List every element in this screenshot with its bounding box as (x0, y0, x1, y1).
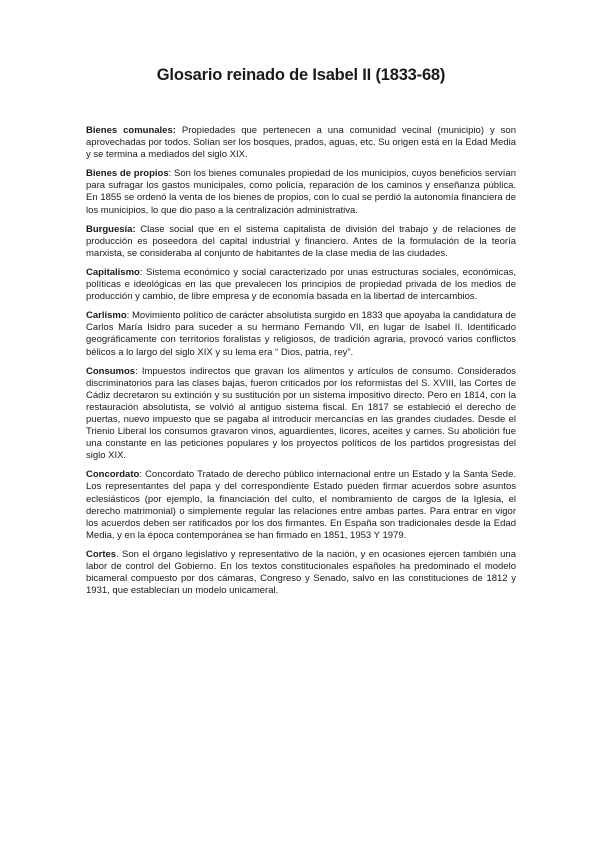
glossary-term: Consumos (86, 365, 136, 377)
glossary-entry-bienes-comunales (86, 125, 516, 161)
glossary-definition: : Sistema económico y social caracterizado por unas estructuras sociales, económicas, políticas e ideológicas en las que prevalecen los principios de propiedad privada de los medios de producción y cambio, de libre empresa y de economía basada en la libertad de intercambios. (86, 266, 516, 303)
glossary-definition: Clase social que en el sistema capitalista de división del trabajo y de relaciones de producción es poseedora del capital industrial y financiero. Antes de la formulación de la teoría marxista, se consideraba al conjunto de habitantes de la clase media de las ciudades. (86, 223, 516, 259)
glossary-entry-burguesia (86, 224, 516, 260)
glossary-term: Carlismo (86, 310, 127, 322)
glossary-term: Bienes de propios (86, 168, 169, 180)
glossary-entry-bienes-de-propios (86, 168, 516, 216)
glossary-entry-carlismo (86, 310, 516, 358)
glossary-definition: : Son los bienes comunales propiedad de los municipios, cuyos beneficios servían para sufragar los gastos municipales, como policía, reparación de los caminos y enseñanza pública. En 1855 se ordenó la venta de los bienes de propios, con lo cual se perdió la autonomía financiera de los municipios, lo que dio paso a la centralización administrativa. (86, 168, 516, 216)
glossary-definition: Propiedades que pertenecen a una comunidad vecinal (municipio) y son aprovechadas por todos. Solían ser los bosques, prados, aguas, etc. Su origen está en la Edad Media y se termina a mediados del siglo XIX. (86, 125, 516, 161)
glossary-term: Cortes (86, 548, 117, 560)
glossary-entry-cortes (86, 549, 516, 597)
glossary-definition: : Movimiento político de carácter absolutista surgido en 1833 que apoyaba la candidatura de Carlos María Isidro para suceder a su hermano Fernando VII, en lugar de Isabel II. Identificado geográficamente con territorios foralistas y religiosos, de tradición agraria, provocó varios conflictos bélicos a lo largo del siglo XIX y su lema era “ Dios, patria, rey”. (86, 310, 516, 358)
glossary-definition: . Son el órgano legislativo y representativo de la nación, y en ocasiones ejercen también una labor de control del Gobierno. En los textos constitucionales españoles ha predominado el modelo bicameral compuesto por dos cámaras, Congreso y Senado, salvo en las constituciones de 1812 y 1931, que establecían un modelo unicameral. (86, 548, 516, 597)
glossary-entry-concordato (86, 469, 516, 542)
glossary-entry-consumos (86, 366, 516, 463)
glossary-entry-capitalismo (86, 267, 516, 303)
document-page (86, 66, 516, 604)
glossary-term: Capitalismo (86, 266, 140, 278)
glossary-definition: : Impuestos indirectos que gravan los alimentos y artículos de consumo. Considerados discriminatorios para las clases bajas, fueron criticados por los reformistas del S. XVIII, las Cortes de Cádiz decretaron su extinción y su sustitución por un sistema impositivo directo. Pero en 1814, con la restauración absolutista, se volvió al antiguo sistema fiscal. En 1817 se estableció el derecho de puertas, nuevo impuesto que se pagaba al introducir mercancías en las grandes ciudades. Desde el Trienio Liberal los consumos gravaron vinos, aguardientes, licores, aceites y carnes. Su abolición fue una constante en las peticiones populares y los proyectos políticos de los partidos progresistas del siglo XIX. (86, 365, 516, 462)
glossary-term: Burguesía: (86, 223, 136, 235)
glossary-list (86, 125, 516, 597)
glossary-term: Concordato (86, 469, 140, 481)
page-title: Glosario reinado de Isabel II (1833-68) (156, 66, 446, 84)
glossary-definition: : Concordato Tratado de derecho público internacional entre un Estado y la Santa Sede. Los representantes del papa y del correspondiente Estado pueden firmar acuerdos sobre asuntos eclesiásticos (por ejemplo, la financiación del culto, el nombramiento de cargos de la Iglesia, el derecho matrimonial) o simplemente regular las relaciones entre ambas partes. Para entrar en vigor los acuerdos deben ser ratificados por los dos firmantes. En España son tradicionales desde la Edad Media, y en la época contemporánea se han firmado en 1851, 1953 Y 1979. (86, 469, 516, 541)
glossary-term: Bienes comunales: (86, 125, 176, 136)
